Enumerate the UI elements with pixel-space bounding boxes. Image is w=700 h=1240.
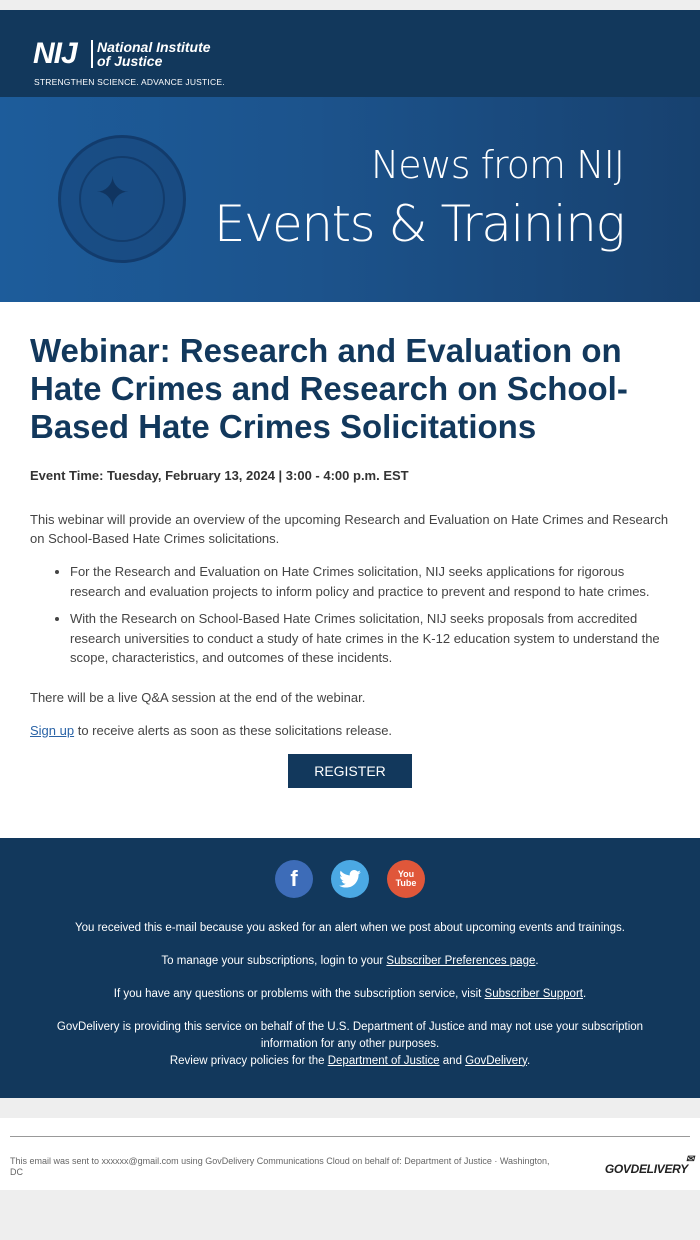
logo-name-line1: National Institute [97, 39, 211, 55]
register-wrap [30, 754, 670, 788]
list-item: • For the Research and Evaluation on Hate Crimes solicitation, NIJ seeks applications for rigorous research and evaluation projects to inform policy and practice to prevent and respond to hate crimes. [70, 562, 670, 601]
hero-banner [0, 97, 700, 302]
facebook-glyph: f [290, 865, 298, 891]
top-gap [0, 0, 700, 10]
nij-logo-mark[interactable]: NIJ [33, 37, 77, 70]
nij-header [0, 10, 700, 97]
govdelivery-logo[interactable] [604, 1153, 694, 1176]
subscriber-support-link[interactable]: Subscriber Support [484, 987, 583, 1000]
logo-divider [91, 40, 93, 68]
facebook-icon[interactable] [275, 860, 313, 898]
youtube-glyph [396, 870, 417, 888]
sent-info [0, 1118, 700, 1190]
intro-paragraph: This webinar will provide an overview of the upcoming Research and Evaluation on Hate Crimes and Research on School-Based Hate Crimes solicitations. [30, 512, 669, 546]
footer-line3-post: . [582, 987, 587, 1000]
footer-line3 [30, 986, 670, 1003]
govdelivery-logo-text: GOVDELIVERY [604, 1161, 688, 1176]
solicitation-list [70, 562, 670, 668]
twitter-icon[interactable] [331, 860, 369, 898]
footer-line1: You received this e-mail because you asked for an alert when we post about upcoming events and trainings. [75, 921, 625, 934]
article-title: Webinar: Research and Evaluation on Hate Crimes and Research on School-Based Hate Crimes Solicitations [30, 332, 628, 445]
nij-tagline: STRENGTHEN SCIENCE. ADVANCE JUSTICE. [34, 77, 225, 87]
govdelivery-privacy-link[interactable]: GovDelivery [465, 1054, 527, 1067]
eagle-icon: ✦ [95, 169, 131, 216]
youtube-glyph-top: You [397, 868, 415, 879]
doj-seal-icon [58, 135, 186, 263]
qa-paragraph: There will be a live Q&A session at the end of the webinar. [30, 689, 366, 705]
sent-text: This email was sent to xxxxxx@gmail.com using GovDelivery Communications Cloud on behalf of: Department of Justice · Washington, DC [10, 1155, 550, 1177]
social-icons [30, 860, 670, 898]
footer [0, 838, 700, 1098]
event-time: Event Time: Tuesday, February 13, 2024 | 3:00 - 4:00 p.m. EST [30, 468, 409, 483]
nij-logo-name [97, 40, 211, 68]
register-button[interactable]: REGISTER [288, 754, 412, 788]
doj-privacy-link[interactable]: Department of Justice [327, 1054, 440, 1067]
youtube-icon[interactable] [387, 860, 425, 898]
footer-line4 [30, 1019, 670, 1070]
article-content [0, 302, 700, 838]
footer-line4-text: GovDelivery is providing this service on behalf of the U.S. Department of Justice and may not use your subscription information for any other purposes. [56, 1020, 644, 1050]
footer-line2-pre: To manage your subscriptions, login to your [161, 954, 387, 967]
footer-line5-post: . [526, 1054, 531, 1067]
speech-bubble-icon: ✉ [685, 1153, 694, 1165]
logo-name-line2: of Justice [97, 53, 163, 69]
signup-paragraph [30, 721, 670, 740]
footer-line5-mid: and [439, 1054, 466, 1067]
footer-line2-post: . [535, 954, 539, 967]
signup-text: to receive alerts as soon as these solicitations release. [74, 722, 393, 738]
banner-line1: News from NIJ [370, 143, 624, 187]
twitter-bird-icon [339, 870, 361, 888]
footer-line2 [30, 953, 670, 970]
signup-link[interactable]: Sign up [30, 722, 75, 738]
banner-line2: Events & Training [213, 195, 624, 253]
list-item: • With the Research on School-Based Hate Crimes solicitation, NIJ seeks proposals from accredited research universities to conduct a study of hate crimes in the K-12 education system to understand the scope, characteristics, and outcomes of these incidents. [70, 609, 670, 668]
footer-line3-pre: If you have any questions or problems with the subscription service, visit [113, 987, 485, 1000]
divider [10, 1136, 690, 1137]
youtube-glyph-bottom: Tube [395, 877, 417, 888]
footer-line5-pre: Review privacy policies for the [169, 1054, 328, 1067]
subscriber-preferences-link[interactable]: Subscriber Preferences page [386, 954, 536, 967]
